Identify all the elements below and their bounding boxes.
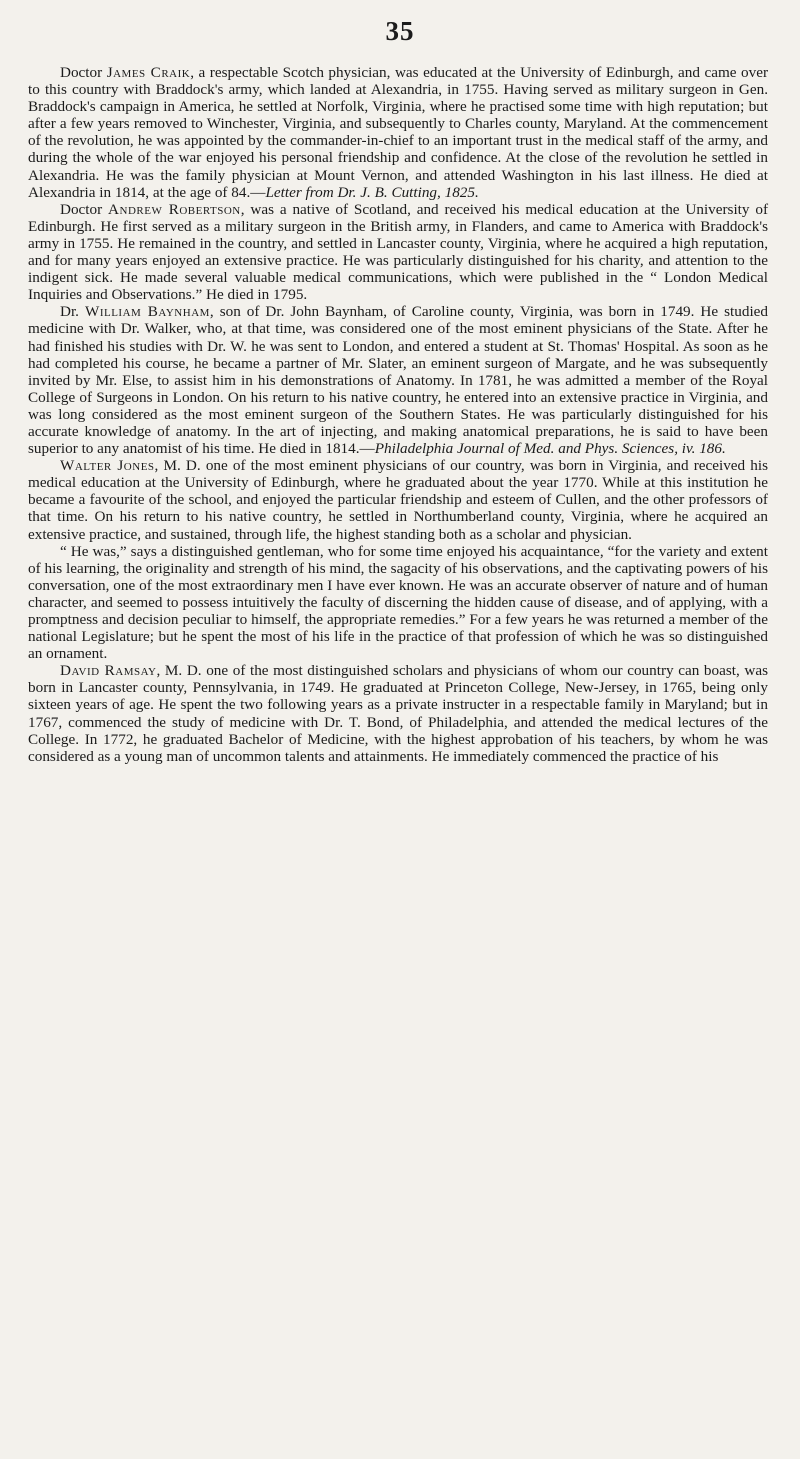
- entry-title: Doctor: [60, 64, 103, 81]
- entry-jones: [28, 457, 768, 542]
- entry-craik: [28, 64, 768, 201]
- entry-ramsay: [28, 662, 768, 765]
- entry-baynham: [28, 303, 768, 457]
- entry-text: , M. D. one of the most distinguished scholars and physicians of whom our country can boast, was born in Lancaster county, Pennsylvania, in 1749. He graduated at Princeton College, New-Jersey, in 1765, being only sixteen years of age. He spent the two following years as a private instructer in a respectable family in Maryland; but in 1767, commenced the study of medicine with Dr. T. Bond, of Philadelphia, and attended the medical lectures of the College. In 1772, he graduated Bachelor of Medicine, with the highest approbation of his teachers, by whom he was considered as a young man of uncommon talents and attainments. He immediately commenced the practice of his: [28, 662, 768, 765]
- citation: Letter from Dr. J. B. Cutting, 1825.: [265, 183, 479, 201]
- entry-text: , son of Dr. John Baynham, of Caroline county, Virginia, was born in 1749. He studied medicine with Dr. Walker, who, at that time, was considered one of the most eminent physicians of the State. After he had finished his studies with Dr. W. he was sent to London, and entered a student at St. Thomas' Hospital. As soon as he had completed his course, he became a partner of Mr. Slater, an eminent surgeon of Margate, and he was subsequently invited by Mr. Else, to assist him in his demonstrations of Anatomy. In 1781, he was admitted a member of the Royal College of Surgeons in London. On his return to his native country, he entered into an extensive practice in Virginia, and was long considered as the most eminent surgeon of the Southern States. He was particularly distinguished for his accurate knowledge of anatomy. In the art of injecting, and making anatomical preparations, he is said to have been superior to any anatomist of his time. He died in 1814.—: [28, 303, 769, 458]
- entry-text: “ He was,” says a distinguished gentleman, who for some time enjoyed his acquaintance, “for the variety and extent of his learning, the originality and strength of his mind, the sagacity of his observations, and the captivating powers of his conversation, one of the most extraordinary men I have ever known. He was an accurate observer of nature and of human character, and seemed to possess intuitively the faculty of discerning the hidden cause of disease, and of applying, with a promptness and decision peculiar to himself, the appropriate remedies.” For a few years he was returned a member of the national Legislature; but he spent the most of his life in the practice of that profession of which he was so distinguished an ornament.: [28, 542, 768, 663]
- entry-title: Doctor: [60, 200, 103, 218]
- person-name: Andrew Robertson: [108, 200, 241, 218]
- person-name: James Craik: [106, 64, 191, 81]
- person-name: William Baynham: [84, 303, 210, 321]
- entry-jones-quote: [28, 543, 768, 663]
- entry-text: , was a native of Scotland, and received his medical education at the University of Edinburgh. He first served as a military surgeon in the British army, in Flanders, and came to America with Braddock's army in 1755. He remained in the country, and settled in Lancaster county, Virginia, where he acquired a high reputation, and for many years enjoyed an extensive practice. He was particularly distinguished for his charity, and attention to the indigent sick. He made several valuable medical communications, which were published in the “ London Medical Inquiries and Observations.” He died in 1795.: [28, 200, 769, 304]
- entry-robertson: [28, 201, 768, 304]
- citation: Philadelphia Journal of Med. and Phys. Sciences, iv. 186.: [374, 440, 726, 458]
- person-name: Walter Jones: [60, 457, 155, 475]
- page-number: 35: [385, 16, 415, 46]
- body-text: [28, 64, 768, 765]
- entry-text: , M. D. one of the most eminent physicians of our country, was born in Virginia, and received his medical education at the University of Edinburgh, where he graduated about the year 1770. While at this institution he became a favourite of the school, and enjoyed the particular friendship and esteem of Cullen, and the other professors of that time. On his return to his native country, he settled in Northumberland county, Virginia, where he acquired an extensive practice, and sustained, through life, the highest standing both as a scholar and physician.: [28, 457, 768, 543]
- person-name: David Ramsay: [60, 662, 157, 680]
- entry-text: , a respectable Scotch physician, was educated at the University of Edinburgh, and came over to this country with Braddock's army, which landed at Alexandria, in 1755. Having served as military surgeon in Gen. Braddock's campaign in America, he settled at Norfolk, Virginia, where he practised some time with high reputation; but after a few years removed to Winchester, Virginia, and subsequently to Charles county, Maryland. At the commencement of the revolution, he was appointed by the commander-in-chief to an important trust in the medical staff of the army, and during the whole of the war enjoyed his personal friendship and confidence. At the close of the revolution he settled in Alexandria. He was the family physician at Mount Vernon, and attended Washington in his last illness. He died at Alexandria in 1814, at the age of 84.—: [28, 64, 769, 201]
- entry-title: Dr.: [60, 303, 79, 321]
